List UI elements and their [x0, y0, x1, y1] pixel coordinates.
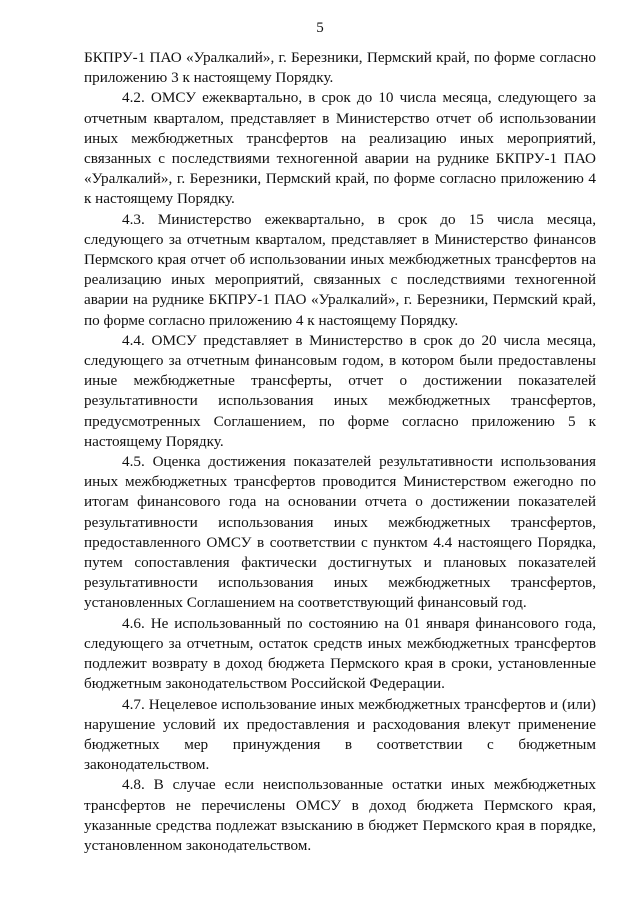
- paragraph-4-6: 4.6. Не использованный по состоянию на 01 января финансового года, следующего за отчетным, остаток средств иных межбюджетных трансфертов подлежит возврату в доход бюджета Пермского края в сроки, установленные бюджетным законодательством Российской Федерации.: [84, 614, 596, 693]
- paragraph-continuation: БКПРУ-1 ПАО «Уралкалий», г. Березники, Пермский край, по форме согласно приложению 3 к настоящему Порядку.: [84, 49, 596, 87]
- paragraph-4-5: 4.5. Оценка достижения показателей результативности использования иных межбюджетных трансфертов проводится Министерством ежегодно по итогам финансового года на основании отчета о достижении показателей результативности использования иных межбюджетных трансфертов, предоставленного ОМСУ в соответствии с пунктом 4.4 настоящего Порядка, путем сопоставления фактически достигнутых и плановых показателей результативности использования иных межбюджетных трансфертов, установленных Соглашением на соответствующий финансовый год.: [84, 453, 596, 612]
- document-body: [84, 48, 596, 856]
- paragraph-4-7: 4.7. Нецелевое использование иных межбюджетных трансфертов и (или) нарушение условий их предоставления и расходования влекут применение бюджетных мер принуждения в соответствии с бюджетным законодательством.: [84, 695, 596, 774]
- paragraph-4-4: 4.4. ОМСУ представляет в Министерство в срок до 20 числа месяца, следующего за отчетным финансовым годом, в котором были предоставлены иные межбюджетные трансферты, отчет о достижении показателей результативности использования иных межбюджетных трансфертов, предусмотренных Соглашением, по форме согласно приложению 5 к настоящему Порядку.: [84, 331, 596, 450]
- paragraph-4-8: 4.8. В случае если неиспользованные остатки иных межбюджетных трансфертов не перечислены ОМСУ в доход бюджета Пермского края, указанные средства подлежат взысканию в бюджет Пермского края в порядке, установленном законодательством.: [84, 776, 596, 854]
- paragraph-4-2: 4.2. ОМСУ ежеквартально, в срок до 10 числа месяца, следующего за отчетным кварталом, представляет в Министерство отчет об использовании иных межбюджетных трансфертов на реализацию иных мероприятий, связанных с последствиями техногенной аварии на руднике БКПРУ-1 ПАО «Уралкалий», г. Березники, Пермский край, по форме согласно приложению 4 к настоящему Порядку.: [84, 89, 596, 208]
- page-number: 5: [316, 20, 324, 36]
- paragraph-4-3: 4.3. Министерство ежеквартально, в срок до 15 числа месяца, следующего за отчетным кварталом, представляет в Министерство финансов Пермского края отчет об использовании иных межбюджетных трансфертов на реализацию иных мероприятий, связанных с последствиями техногенной аварии на руднике БКПРУ-1 ПАО «Уралкалий», г. Березники, Пермский край, по форме согласно приложению 4 к настоящему Порядку.: [84, 210, 596, 329]
